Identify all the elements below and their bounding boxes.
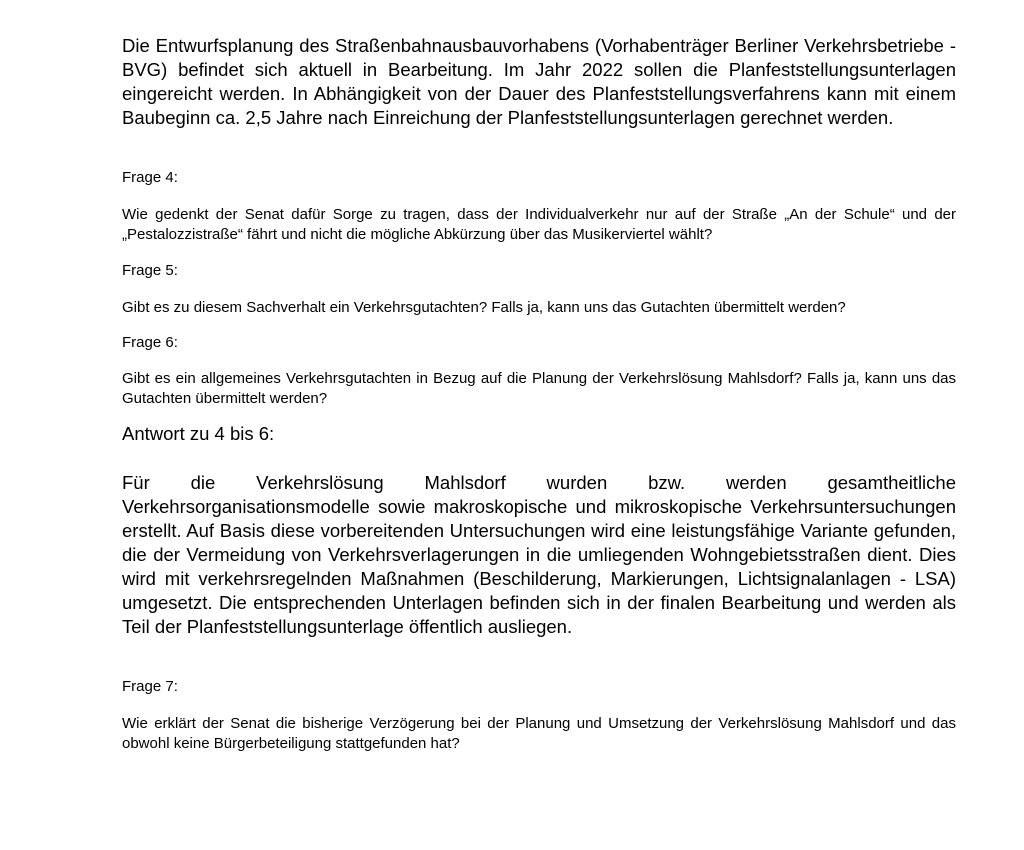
answer-label-4-6: Antwort zu 4 bis 6: [122, 423, 275, 444]
question-label-4: Frage 4: [122, 169, 178, 186]
question-text-6: Gibt es ein allgemeines Verkehrsgutachten in Bezug auf die Planung der Verkehrslösung Mahlsdorf? Falls ja, kann uns das Gutachten übermittelt werden? [122, 370, 956, 407]
question-text-5: Gibt es zu diesem Sachverhalt ein Verkehrsgutachten? Falls ja, kann uns das Gutachten übermittelt werden? [122, 299, 846, 316]
question-text-7: Wie erklärt der Senat die bisherige Verzögerung bei der Planung und Umsetzung der Verkehrslösung Mahlsdorf und das obwohl keine Bürgerbeteiligung stattgefunden hat? [122, 715, 956, 752]
question-text-4: Wie gedenkt der Senat dafür Sorge zu tragen, dass der Individualverkehr nur auf der Straße „An der Schule“ und der „Pestalozzistraße“ fährt und nicht die mögliche Abkürzung über das Musikerviertel wählt? [122, 206, 956, 243]
question-label-7: Frage 7: [122, 678, 178, 695]
question-label-6: Frage 6: [122, 334, 178, 351]
answer-paragraph-strassenbahn: Die Entwurfsplanung des Straßenbahnausbauvorhabens (Vorhabenträger Berliner Verkehrsbetriebe - BVG) befindet sich aktuell in Bearbeitung. Im Jahr 2022 sollen die Planfeststellungsunterlagen eingereicht werden. In Abhängigkeit von der Dauer des Planfeststellungsverfahrens kann mit einem Baubeginn ca. 2,5 Jahre nach Einreichung der Planfeststellungsunterlagen gerechnet werden. [122, 35, 956, 128]
question-label-5: Frage 5: [122, 262, 178, 279]
answer-paragraph-4-6: Für die Verkehrslösung Mahlsdorf wurden bzw. werden gesamtheitliche Verkehrsorganisationsmodelle sowie makroskopische und mikroskopische Verkehrsuntersuchungen erstellt. Auf Basis diese vorbereitenden Untersuchungen wird eine leistungsfähige Variante gefunden, die der Vermeidung von Verkehrsverlagerungen in die umliegenden Wohngebietsstraßen dient. Dies wird mit verkehrsregelnden Maßnahmen (Beschilderung, Markierungen, Lichtsignalanlagen - LSA) umgesetzt. Die entsprechenden Unterlagen befinden sich in der finalen Bearbeitung und werden als Teil der Planfeststellungsunterlage öffentlich ausliegen. [122, 472, 956, 637]
document-page [122, 34, 956, 754]
